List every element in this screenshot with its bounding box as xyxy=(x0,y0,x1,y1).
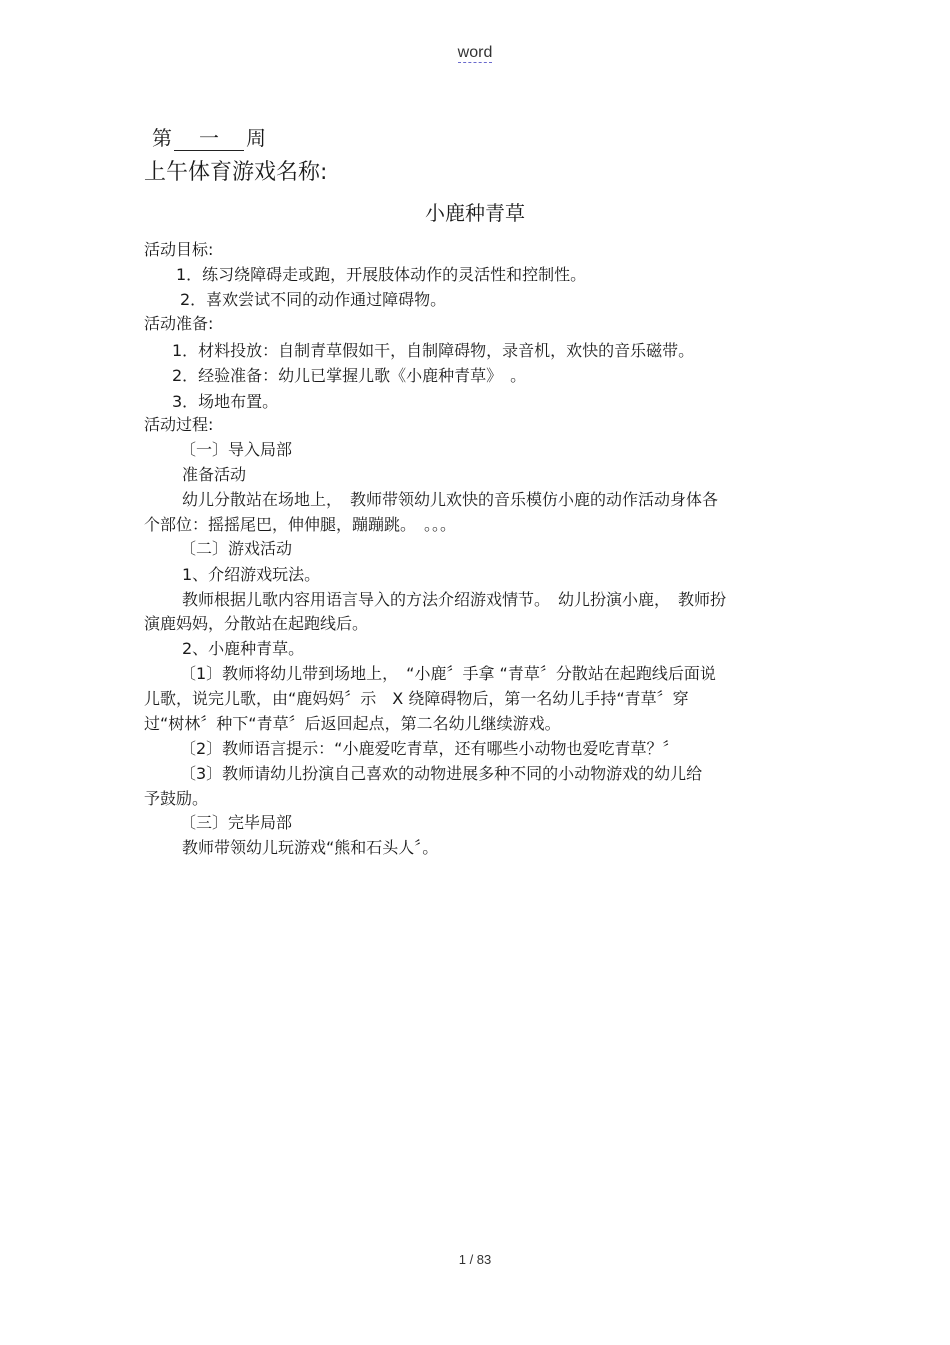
page-number: 1 / 83 xyxy=(458,1252,492,1267)
paragraph-line: 过“树林〞种下“青草〞后返回起点，第二名幼儿继续游戏。 xyxy=(144,714,561,733)
part-one-heading: 〔一〕导入局部 xyxy=(180,440,293,459)
week-prefix: 第 xyxy=(152,126,172,150)
goal-item-2: 2．喜欢尝试不同的动作通过障碍物。 xyxy=(180,290,447,309)
paragraph-line: 〔3〕教师请幼儿扮演自己喜欢的动物进展多种不同的小动物游戏的幼儿给 xyxy=(180,764,703,783)
week-suffix: 周 xyxy=(246,126,266,150)
paragraph-line: 〔2〕教师语言提示：“小鹿爱吃青草，还有哪些小动物也爱吃青草？〞 xyxy=(180,739,679,758)
paragraph-line: 教师带领幼儿玩游戏“熊和石头人〞。 xyxy=(182,838,439,857)
preparation-item-1: 1．材料投放：自制青草假如干，自制障碍物，录音机，欢快的音乐磁带。 xyxy=(172,341,695,360)
header-text: word xyxy=(457,44,493,61)
goal-item-1: 1．练习绕障碍走或跑，开展肢体动作的灵活性和控制性。 xyxy=(176,265,587,284)
paragraph-line: 儿歌，说完儿歌，由“鹿妈妈〞示 X 绕障碍物后，第一名幼儿手持“青草〞穿 xyxy=(144,689,689,708)
paragraph-line: 教师根据儿歌内容用语言导入的方法介绍游戏情节。 幼儿扮演小鹿， 教师扮 xyxy=(182,590,727,609)
paragraph-line: 2、小鹿种青草。 xyxy=(182,639,305,658)
preparation-item-2: 2．经验准备：幼儿已掌握儿歌《小鹿种青草》 。 xyxy=(172,366,527,385)
part-two-heading: 〔二〕游戏活动 xyxy=(180,539,293,558)
section-heading-process: 活动过程: xyxy=(144,415,214,434)
paragraph-line: 〔1〕教师将幼儿带到场地上， “小鹿〞手拿 “青草〞分散站在起跑线后面说 xyxy=(180,664,716,683)
section-heading-goals: 活动目标: xyxy=(144,240,214,259)
paragraph-line: 演鹿妈妈，分散站在起跑线后。 xyxy=(144,614,369,633)
game-name-label: 上午体育游戏名称: xyxy=(144,160,328,185)
paragraph-line: 予鼓励。 xyxy=(144,789,209,808)
preparation-item-3: 3．场地布置。 xyxy=(172,392,279,411)
week-number: 一 xyxy=(174,126,244,151)
page-header xyxy=(0,44,950,62)
paragraph-line: 个部位：摇摇尾巴，伸伸腿，蹦蹦跳。 。。。 xyxy=(144,515,457,534)
paragraph-line: 准备活动 xyxy=(182,465,247,484)
section-heading-preparation: 活动准备: xyxy=(144,314,214,333)
paragraph-line: 幼儿分散站在场地上， 教师带领幼儿欢快的音乐模仿小鹿的动作活动身体各 xyxy=(182,490,719,509)
paragraph-line: 1、介绍游戏玩法。 xyxy=(182,565,321,584)
document-title: 小鹿种青草 xyxy=(425,201,525,225)
week-line xyxy=(152,126,266,151)
part-three-heading: 〔三〕完毕局部 xyxy=(180,813,293,832)
